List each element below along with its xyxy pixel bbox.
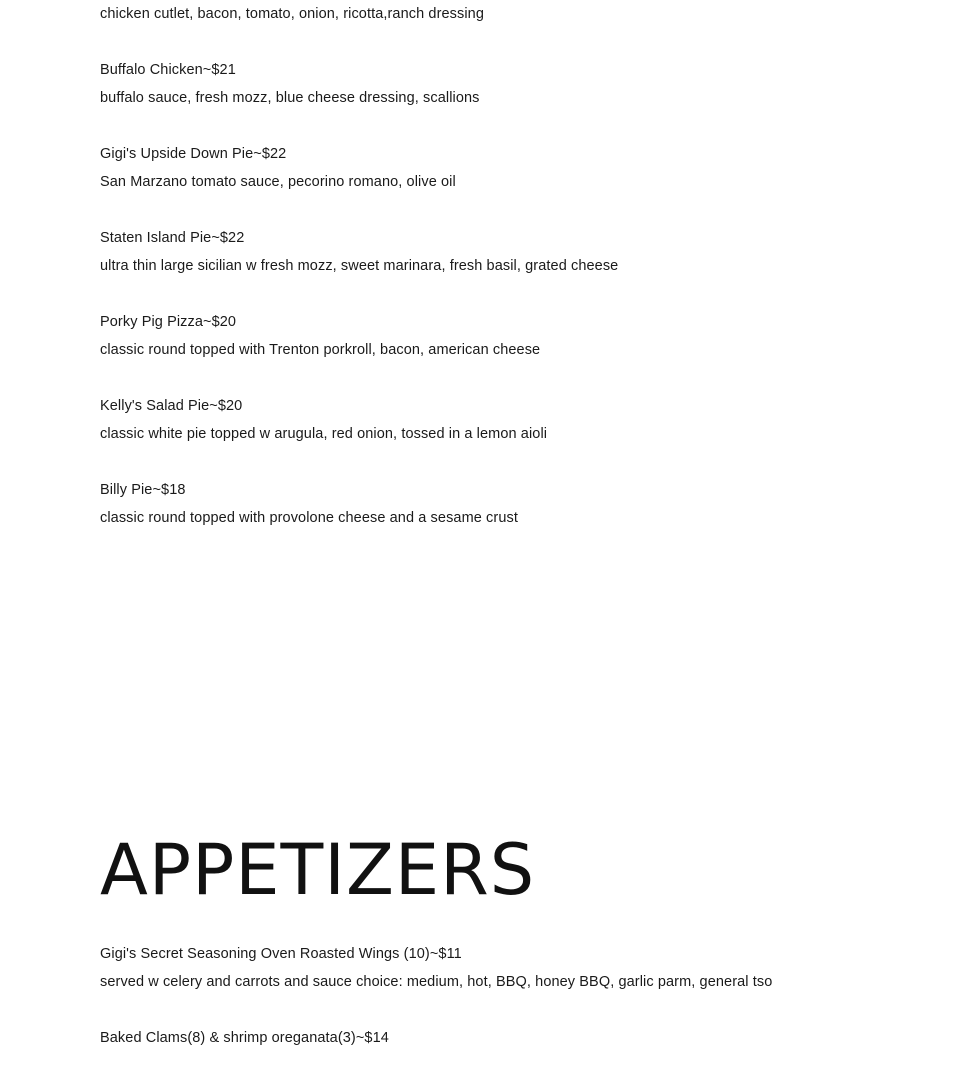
menu-item-name: Gigi's Upside Down Pie~$22 <box>100 146 287 162</box>
pizza-menu-list <box>100 0 880 532</box>
spacer <box>100 196 880 224</box>
menu-item-description: ultra thin large sicilian w fresh mozz, sweet marinara, fresh basil, grated cheese <box>100 258 619 274</box>
spacer <box>100 28 880 56</box>
spacer <box>100 280 880 308</box>
appetizer-menu-list <box>100 940 880 1052</box>
menu-item-description: classic round topped with provolone cheese and a sesame crust <box>100 510 518 526</box>
spacer <box>100 112 880 140</box>
spacer <box>100 364 880 392</box>
section-title-appetizers: APPETIZERS <box>100 829 536 911</box>
menu-item-description: served w celery and carrots and sauce choice: medium, hot, BBQ, honey BBQ, garlic parm, general tso <box>100 974 773 990</box>
menu-item-name: Baked Clams(8) & shrimp oreganata(3)~$14 <box>100 1030 389 1046</box>
menu-item-description: San Marzano tomato sauce, pecorino romano, olive oil <box>100 174 456 190</box>
menu-item-name: Buffalo Chicken~$21 <box>100 62 236 78</box>
spacer <box>100 448 880 476</box>
menu-item-description: classic white pie topped w arugula, red onion, tossed in a lemon aioli <box>100 426 548 442</box>
menu-item-description: classic round topped with Trenton porkroll, bacon, american cheese <box>100 342 541 358</box>
spacer <box>100 996 880 1024</box>
menu-item-name: Porky Pig Pizza~$20 <box>100 314 237 330</box>
menu-item-name: Billy Pie~$18 <box>100 482 186 498</box>
menu-item-name: Kelly's Salad Pie~$20 <box>100 398 243 414</box>
menu-item-name: Gigi's Secret Seasoning Oven Roasted Wings (10)~$11 <box>100 946 462 962</box>
menu-item-description: chicken cutlet, bacon, tomato, onion, ricotta,ranch dressing <box>100 6 485 22</box>
menu-item-description: buffalo sauce, fresh mozz, blue cheese dressing, scallions <box>100 90 480 106</box>
menu-item-name: Staten Island Pie~$22 <box>100 230 245 246</box>
